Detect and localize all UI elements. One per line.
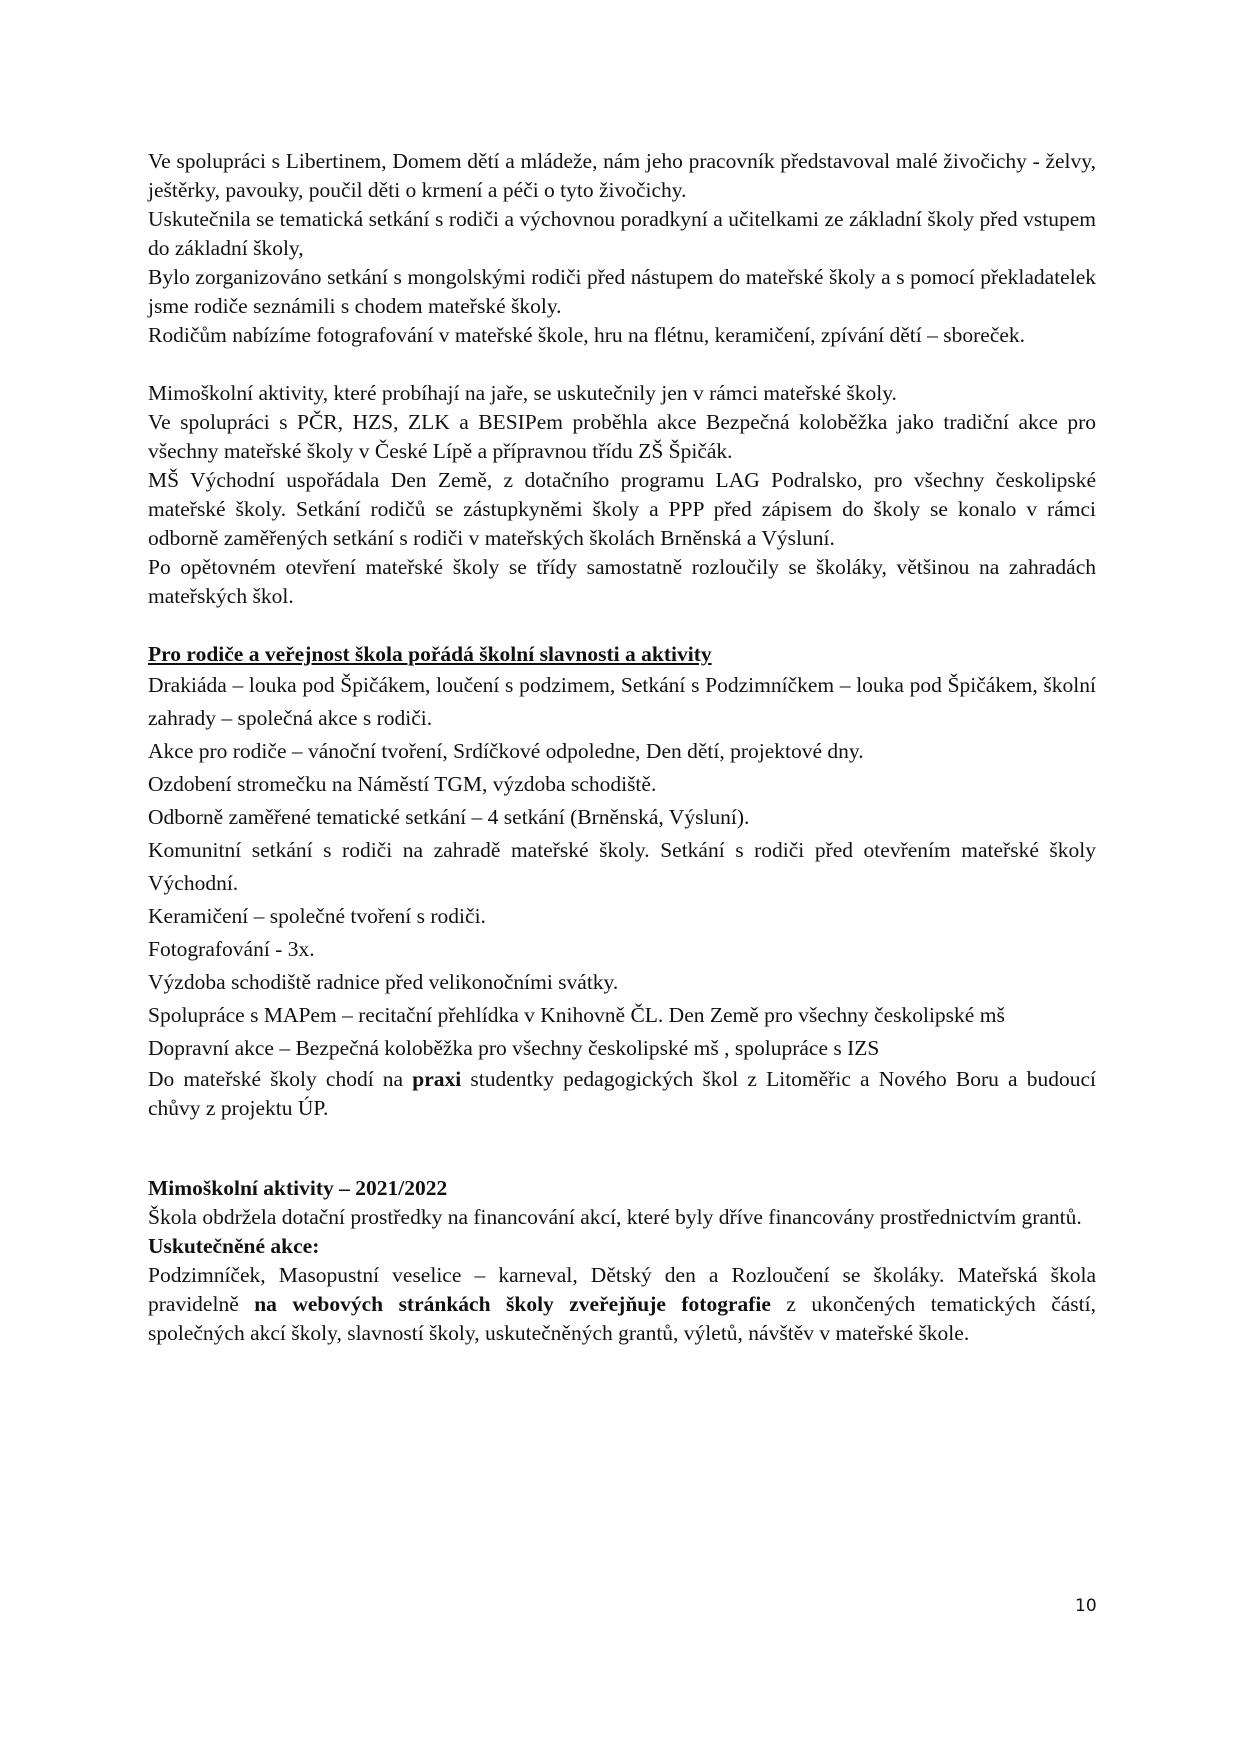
paragraph-realized-events — [148, 1261, 1096, 1348]
event-item: Akce pro rodiče – vánoční tvoření, Srdíčkové odpoledne, Den dětí, projektové dny. — [148, 739, 864, 763]
practice-bold: praxi — [412, 1067, 462, 1091]
paragraph-farewell: Po opětovném otevření mateřské školy se třídy samostatně rozloučily se školáky, většinou na zahradách mateřských škol. — [148, 555, 1096, 608]
page-content — [148, 147, 1096, 1348]
paragraph-practice — [148, 1065, 1096, 1123]
event-item: Výzdoba schodiště radnice před velikonočními svátky. — [148, 970, 619, 994]
page-number: 10 — [1075, 1596, 1097, 1616]
practice-text-before: Do mateřské školy chodí na — [148, 1067, 413, 1091]
event-item: Dopravní akce – Bezpečná koloběžka pro všechny českolipské mš , spolupráce s IZS — [148, 1036, 880, 1060]
event-item: Odborně zaměřené tematické setkání – 4 setkání (Brněnská, Výsluní). — [148, 805, 750, 829]
event-item: Fotografování - 3x. — [148, 937, 315, 961]
web-text-after: z ukončených tematických částí, společných akcí školy, slavností školy, uskutečněných grantů, výletů, návštěv v mateřské škole. — [148, 1292, 1096, 1345]
paragraph-earth-day: MŠ Východní uspořádala Den Země, z dotačního programu LAG Podralsko, pro všechny českolipské mateřské školy. Setkání rodičů se zástupkyněmi školy a PPP před zápisem do školy se konalo v rámci odborně zaměřených setkání s rodiči v mateřských školách Brněnská a Výsluní. — [148, 468, 1096, 550]
spacer — [148, 1152, 1096, 1174]
event-item: Ozdobení stromečku na Náměstí TGM, výzdoba schodiště. — [148, 772, 657, 796]
extracurricular-heading: Mimoškolní aktivity – 2021/2022 — [148, 1176, 448, 1200]
paragraph-safe-scooter: Ve spolupráci s PČR, HZS, ZLK a BESIPem proběhla akce Bezpečná koloběžka jako tradiční akce pro všechny mateřské školy v České Lípě a přípravnou třídu ZŠ Špičák. — [148, 410, 1096, 463]
paragraph-mongolian-parents: Bylo zorganizováno setkání s mongolskými rodiči před nástupem do mateřské školy a s pomocí překladatelek jsme rodiče seznámili s chodem mateřské školy. — [148, 265, 1096, 318]
extracurricular-section — [148, 1174, 1096, 1348]
paragraph-parents-offer: Rodičům nabízíme fotografování v mateřské škole, hru na flétnu, keramičení, zpívání dětí – sboreček. — [148, 323, 1026, 347]
web-text-before: Mateřská škola pravidelně — [148, 1263, 1096, 1316]
event-item: Keramičení – společné tvoření s rodiči. — [148, 904, 486, 928]
cooperation-block — [148, 147, 1096, 350]
realized-events-subheading: Uskutečněné akce: — [148, 1234, 320, 1258]
event-item: Spolupráce s MAPem – recitační přehlídka v Knihovně ČL. Den Země pro všechny českolipské mš — [148, 1003, 1005, 1027]
spring-activities-block — [148, 379, 1096, 611]
spacer — [148, 611, 1096, 640]
practice-text-after: studentky pedagogických škol z Litoměřic a Nového Boru a budoucí chůvy z projektu ÚP. — [148, 1067, 1096, 1120]
spacer — [148, 350, 1096, 379]
events-list-text: Podzimníček, Masopustní veselice – karneval, Dětský den a Rozloučení se školáky. — [148, 1263, 945, 1287]
events-heading: Pro rodiče a veřejnost škola pořádá školní slavnosti a aktivity — [148, 642, 712, 666]
paragraph-thematic-meetings: Uskutečnila se tematická setkání s rodiči a výchovnou poradkyní a učitelkami ze základní školy před vstupem do základní školy, — [148, 207, 1096, 260]
paragraph-spring-activities: Mimoškolní aktivity, které probíhají na jaře, se uskutečnily jen v rámci mateřské školy. — [148, 381, 897, 405]
event-item: Drakiáda – louka pod Špičákem, loučení s podzimem, Setkání s Podzimníčkem – louka pod Špičákem, školní zahrady – společná akce s rodiči. — [148, 673, 1096, 730]
spacer — [148, 1123, 1096, 1152]
paragraph-funding: Škola obdržela dotační prostředky na financování akcí, které byly dříve financovány prostřednictvím grantů. — [148, 1205, 1082, 1229]
paragraph-libertin: Ve spolupráci s Libertinem, Domem dětí a mládeže, nám jeho pracovník představoval malé živočichy - želvy, ještěrky, pavouky, poučil děti o krmení a péči o tyto živočichy. — [148, 149, 1096, 202]
event-item: Komunitní setkání s rodiči na zahradě mateřské školy. Setkání s rodiči před otevřením mateřské školy Východní. — [148, 838, 1096, 895]
web-bold: na webových stránkách školy zveřejňuje fotografie — [254, 1292, 771, 1316]
events-section — [148, 640, 1096, 1123]
